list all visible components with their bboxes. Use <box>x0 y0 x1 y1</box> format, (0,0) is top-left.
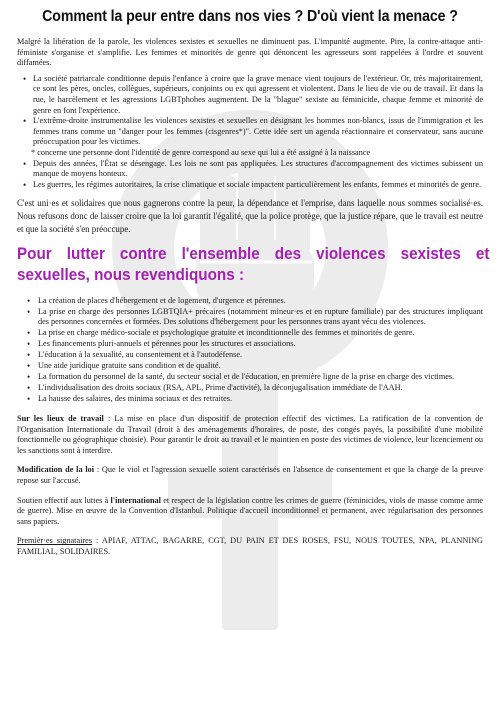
law-label: Modification de la loi <box>17 465 95 475</box>
footnote: * concerne une personne dont l'identité de genre correspond au sexe qui lui a été assigné à la naissance <box>31 147 371 157</box>
international-text-after: et respect de la législation contre les crimes de guerre (féminicides, viols de masse comme arme de guerre). Mise en œuvre de la Convention d'Istanbul. Politique d'accueil inconditionnel et permanent, avec régularisation des personnes sans papiers. <box>17 495 483 526</box>
international-text-before: Soutien effectif aux luttes à <box>17 495 111 505</box>
list-item: • La prise en charge médico-sociale et psychologique gratuite et inconditionnelle des femmes et minorités de genre. <box>38 328 483 339</box>
list-item: • La société patriarcale conditionne depuis l'enfance à croire que la grave menace vient toujours de l'extérieur. Or, très majoritairement, ce sont les pères, oncles, collègues, supérieurs, conjoints ou ex qui agressent et violentent. Dans le lieu de vie ou de travail. Et dans la rue, le harcèlement et les agressions LGBTphobes augmentent. De la "blague" sexiste au féminicide, chaque femme et minorité de genre en font l'expérience. <box>33 74 483 116</box>
list-item: • L'extrême-droite instrumentalise les violences sexistes et sexuelles en désignant les hommes non-blancs, issus de l'immigration et les femmes trans comme un "danger pour les femmes (cisgenres*)". Cette idée sert un agenda réactionnaire et conservateur, sans aucune préoccupation pour les victimes. <box>33 116 483 148</box>
list-item: • La création de places d'hébergement et de logement, d'urgence et pérennes. <box>38 296 483 307</box>
signers-text: : APIAF, ATTAC, BAGARRE, CGT, DU PAIN ET DES ROSES, FSU, NOUS TOUTES, NPA, PLANNING FAMILIAL, SOLIDAIRES. <box>17 536 483 557</box>
list-item: • Les financements pluri-annuels et pérennes pour les structures et associations. <box>38 339 483 350</box>
signers-label: Premièr·es signataires <box>17 536 93 546</box>
intro-paragraph: Malgré la libération de la parole, les violences sexistes et sexuelles ne diminuent pas. L'impunité augmente. Pire, la contre-attaque anti-féministe s'organise et s'amplifie. Les femmes et minorités de genre qui dénoncent les agresseurs sont rappelées à l'ordre et souvent diffamées. <box>17 37 483 68</box>
demands-heading: Pour lutter contre l'ensemble des violences sexistes et sexuelles, nous revendiquons : <box>17 244 490 284</box>
list-item: • La hausse des salaires, des minima sociaux et des retraites. <box>38 394 483 405</box>
workplace-paragraph <box>17 414 483 456</box>
list-item: • Depuis des années, l'État se désengage. Les lois ne sont pas appliquées. Les structures d'accompagnement des victimes subissent un manque de moyens honteux. <box>33 159 483 180</box>
list-item: • L'individualisation des droits sociaux (RSA, APL, Prime d'activité), la déconjugalisation immédiate de l'AAH. <box>38 383 483 394</box>
international-paragraph <box>17 496 483 528</box>
threat-list-continued <box>17 159 483 191</box>
international-bold: l'international <box>110 495 161 505</box>
workplace-label: Sur les lieux de travail <box>17 414 104 424</box>
list-item: • La formation du personnel de la santé, du secteur social et de l'éducation, en première ligne de la prise en charge des victimes. <box>38 372 483 383</box>
threat-list <box>17 74 483 148</box>
list-item: • L'éducation à la sexualité, au consentement et à l'autodéfense. <box>38 350 483 361</box>
workplace-text: : La mise en place d'un dispositif de protection effectif des victimes. La ratification de la convention de l'Organisation Internationale du Travail (droit à des aménagements d'horaires, de poste, des congés payés, la possibilité d'une mobilité fonctionnelle ou géographique choisie). Pour garantir le droit au travail et le maintien en poste des victimes de violence, leur licenciement ou les sanctions sont à interdire. <box>17 414 483 455</box>
demands-list <box>17 296 483 405</box>
law-text: : Que le viol et l'agression sexuelle soient caractérisés en l'absence de consentement et que la charge de la preuve repose sur l'accusé. <box>17 465 483 486</box>
solidarity-paragraph: C'est uni·es et solidaires que nous gagnerons contre la peur, la dépendance et l'emprise, dans laquelle nous sommes socialisé·es. Nous refusons donc de laisser croire que la loi garantit l'égalité, que la police protège, que la justice répare, que le travail est neutre et que la société s'en préoccupe. <box>17 198 483 234</box>
signers-paragraph <box>17 536 483 557</box>
page-title: Comment la peur entre dans nos vies ? D'où vient la menace ? <box>42 8 458 25</box>
list-item: • La prise en charge des personnes LGBTQIA+ précaires (notamment mineur·es et en rupture familiale) par des structures impliquant des personnes concernées et formées. Des solutions d'hébergement pour les personnes trans ayant vécu des violences. <box>38 307 483 328</box>
list-item: • Les guerres, les régimes autoritaires, la crise climatique et sociale impactent particulièrement les enfants, femmes et minorités de genre. <box>33 180 483 191</box>
law-paragraph <box>17 465 483 486</box>
list-item: • Une aide juridique gratuite sans condition et de qualité. <box>38 361 483 372</box>
